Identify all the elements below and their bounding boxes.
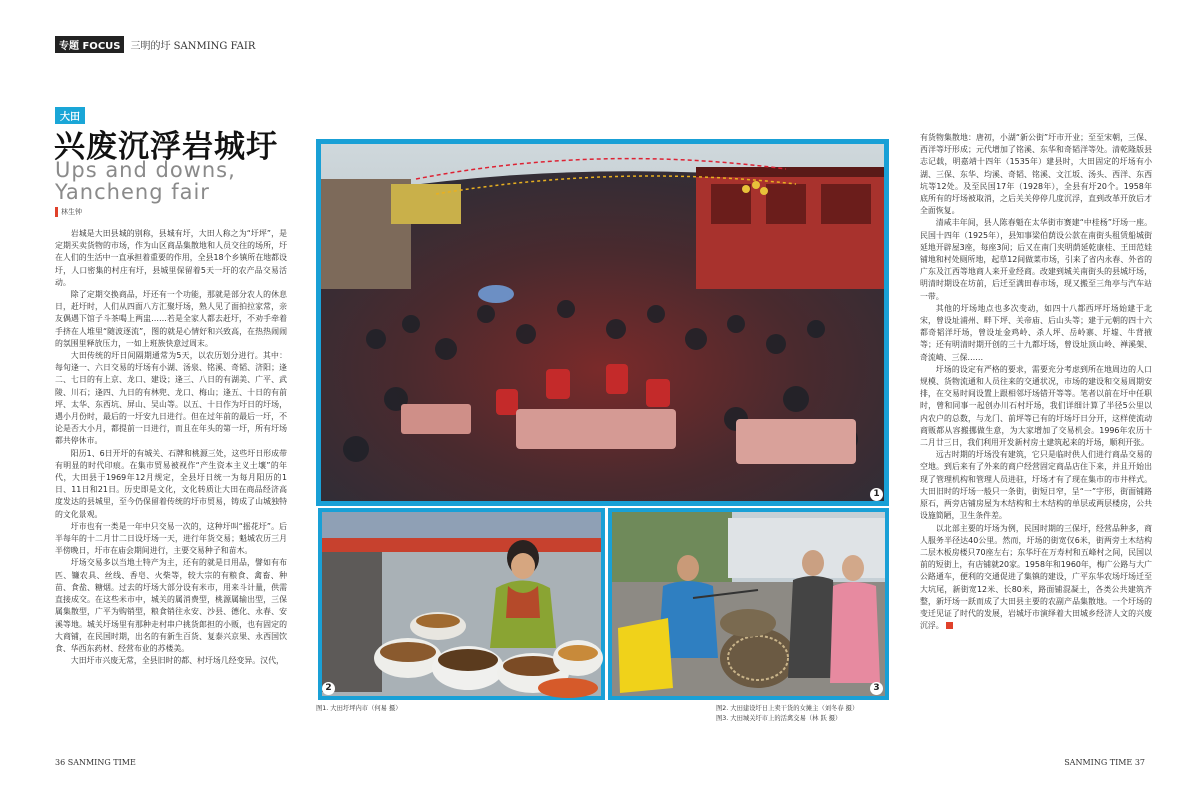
paragraph: 清咸丰年间，县人陈春魁在太华街市赛建“中桂杨”圩场一座。民国十四年（1925年），县知事梁伯荫设公款在南街头租赁船城街延地开辟屋3座，每座3间；后又在南门夹明荫延乾康桂、王田范娃铺地和村处厕所地，起草12间做菜市场，引来了省内永春、外省的广东及江西等地商人来开业经商。改建到城关南街头的县城圩场，明清时期设在坊前，后迁至满田春市场，现又搬至三角亭与汽车站一带。 — [920, 218, 1152, 301]
text-column-right — [920, 132, 1152, 730]
paragraph: 圩市也有一类是一年中只交易一次的，这种圩叫“摇花圩”。后半每年的十二月廿二日设圩场一天，进行年货交易；魁城农历三月半傍晚日，圩市在庙会期间进行，主要交易种子和苗木。 — [55, 521, 287, 556]
paragraph — [920, 523, 1152, 633]
paragraph: 圩场交易多以当地土特产为主，还有的就是日用品，譬如有布匹、镰农具、丝线、香皂、火柴等，较大宗的有粮食、禽畜、种苗、食盐、糖烟。过去的圩场大部分设有米市，用来斗计量，供需直接成交。在这些米市中，城关的属消费型，桃源属输出型，三保属集散型，广平为购销型，粮食销往永安、沙县、德化、永春、安溪等地。城关圩场里有那种走村串户挑货郎担的小贩，也有固定的大商铺，在民国时期，出名的有新生百货、复泰兴京果、永西国饮食、华西东药材、经营布业的苏楼美。 — [55, 558, 287, 653]
photo-market-crowd — [316, 139, 889, 506]
paragraph: 远古时期的圩场没有建筑，它只是临时供人们进行商品交易的空地。到后来有了外来的商户经营固定商品店住下来，并且开始出现了管理机构和管理人员进驻，圩场才有了现在集市的市井样式。大田旧时的圩场一般只一条街，街短日窄，呈“一”字形，街面铺路原石，两旁店铺房屋为木结构和土木结构的单层或两层楼房，公共设施简陋，卫生条件差。 — [920, 450, 1152, 521]
section-header — [55, 37, 255, 51]
photo-poultry-trade — [608, 508, 889, 700]
paragraph: 其他的圩场地点也多次变动，如四十八都西坪圩场始建于北宋，曾设址浦州、畔下坪、关帝庙、后山头等；建于元朝的四十六都奇韬洋圩场，曾设址金鸡岭、杀人坪、岳岭寨、圩墟、牛背掖等；还有明清时期开创的三十九都圩场，曾设址顶山岭、禅溪架、奇流崎、三保…… — [920, 303, 1152, 362]
paragraph: 有货物集散地：唐初，小湖“新公街”圩市开业；至至宋朝，三保、西洋等圩形成；元代增加了铭溪、东华和奇韬洋等处。清乾隆版县志记载，明嘉靖十四年（1535年）建县时，大田固定的圩场有小湖、三保、东华、均溪、奇韬、铭溪、文江坂、汤头、西洋、东西坑等12处。及至民国17年（1928年），全县有圩20个。1958年底所有的圩场被取消，之后关关停停几度沉浮，直到改革开放后才全面恢复。 — [920, 133, 1152, 216]
end-mark-icon — [946, 622, 953, 629]
section-title: 三明的圩 SANMING FAIR — [130, 40, 256, 52]
photo-number: 3 — [870, 682, 883, 695]
dried-goods-image — [318, 508, 605, 700]
folio-right: SANMING TIME 37 — [1064, 758, 1145, 767]
paragraph-text: 以北部主要的圩场为例，民国时期的三保圩，经营品种多，商人服务半径达40公里。然而，圩场的街宽仅6米，街两旁土木结构二层木板房楼只70座左右；东华圩在万寿村和五峰村之间，民国以前的短街上，有店铺就20家。1958年和1960年，梅广公路与大广公路通车，便利的交通促进了集镇的建设，广平东华农场圩场迁至大坑尾，新街宽12米、长80米，路面铺混凝土，各类公共建筑齐整，新圩场一跃而成了大田县主要的农副产品集散地。一个圩场的变迁见证了时代的发展，岩城圩市演绎着大田城乡经济人文的兴废沉浮。 — [920, 523, 1152, 631]
photo-caption-2: 图2. 大田建设圩日上卖干货的女摊主（刘冬春 摄） — [716, 705, 859, 712]
paragraph: 圩场的设定有严格的要求，需要充分考虑到所在地周边的人口规模、货物流通和人员往来的交通状况，市场的建设和交易周期安排，在交易时间设置上跟相邻圩场错开等等。笔者以前在圩中任职时，曾和同事一起创办川石村圩场，我们详细计算了半径5公里以内农户的总数，与龙门、前坪等已有的圩场圩日分开，这样使流动商贩都从容搬挪做生意，为大家增加了交易机会。1996年农历十二月廿三日，我们利用开发新村房土建筑起来的圩场，顺利开张。 — [920, 364, 1152, 448]
text-column-left — [55, 228, 287, 730]
author-byline: 林生钟 — [55, 207, 82, 217]
photo-caption-1: 图1. 大田圩坪内市（何易 摄） — [316, 705, 402, 712]
market-crowd-image — [316, 139, 889, 506]
paragraph: 阳历1、6日开圩的有城关、石牌和桃源三处，这些圩日形成带有明显的时代印痕。在集市贸易被视作“产生资本主义土壤”的年代，大田县于1969年12月规定，全县圩日统一为每月阳历的1日、11日和21日。历史即是文化，文化转质让大田在商品经济高度发达的县城里，至今仍保留着传统的圩市贸易，铸成了山城独特的文化景观。 — [55, 448, 287, 519]
english-title-line2: Yancheng fair — [55, 180, 210, 204]
photo-caption-3: 图3. 大田城关圩市上的活禽交易（林 跃 摄） — [716, 715, 842, 722]
section-kicker: 专题 FOCUS — [55, 36, 124, 53]
folio-left: 36 SANMING TIME — [55, 758, 136, 767]
photo-dried-goods-seller — [318, 508, 605, 700]
paragraph: 除了定期交换商品，圩还有一个功能，那就是部分农人的休息日，赶圩时，人们从四面八方汇聚圩场，熟人见了面拍拉家常，亲友偶遇下馆子斗茶喝上两盅……若是全家人都去赶圩，不劝手牵着手挤在人堆里“随波逐流”，图的就是心情好和兴致高，在热热闹闹的氛围里释放压力，一如上班族快意过周末。 — [55, 290, 287, 348]
article-title: 兴废沉浮岩城圩 — [54, 129, 278, 165]
english-title-line1: Ups and downs, — [55, 158, 236, 182]
paragraph: 大田圩市兴废无常，全县旧时的都、村圩场几经变异。汉代， — [70, 656, 284, 666]
photo-number: 2 — [322, 682, 335, 695]
paragraph: 大田传统的圩日间隔期通常为5天，以农历划分进行。其中：每旬逢一、六日交易的圩场有小湖、汤泉、铭溪、奇韬、济阳；逢二、七日的有上京、龙口、建设；逢三、八日的有湖美、广平、武陵、川石；逢四、九日的有林兜、龙口、梅山；逢五、十日的有前坪、太华、东西坑、屏山、吴山等。以五、十日作为圩日的圩场，遇小月份时，最后的一圩安九日进行。但在过年前的最后一圩，不论是否大小月，都提前一日进行，而且在年头的第一圩，所有圩场都共停休市。 — [55, 351, 287, 446]
photo-number: 1 — [870, 488, 883, 501]
location-tag: 大田 — [55, 107, 85, 124]
paragraph: 岩城是大田县城的别称，县城有圩，大田人称之为“圩坪”，是定期买卖货物的市场，作为山区商品集散地和人员交往的场所，圩在人们的生活中一直承担着重要的作用，全县18个乡镇所在地都设圩，人口密集的村庄有圩，县城里保留着5天一圩的农产品交易活动。 — [55, 229, 287, 287]
poultry-trade-image — [608, 508, 889, 700]
